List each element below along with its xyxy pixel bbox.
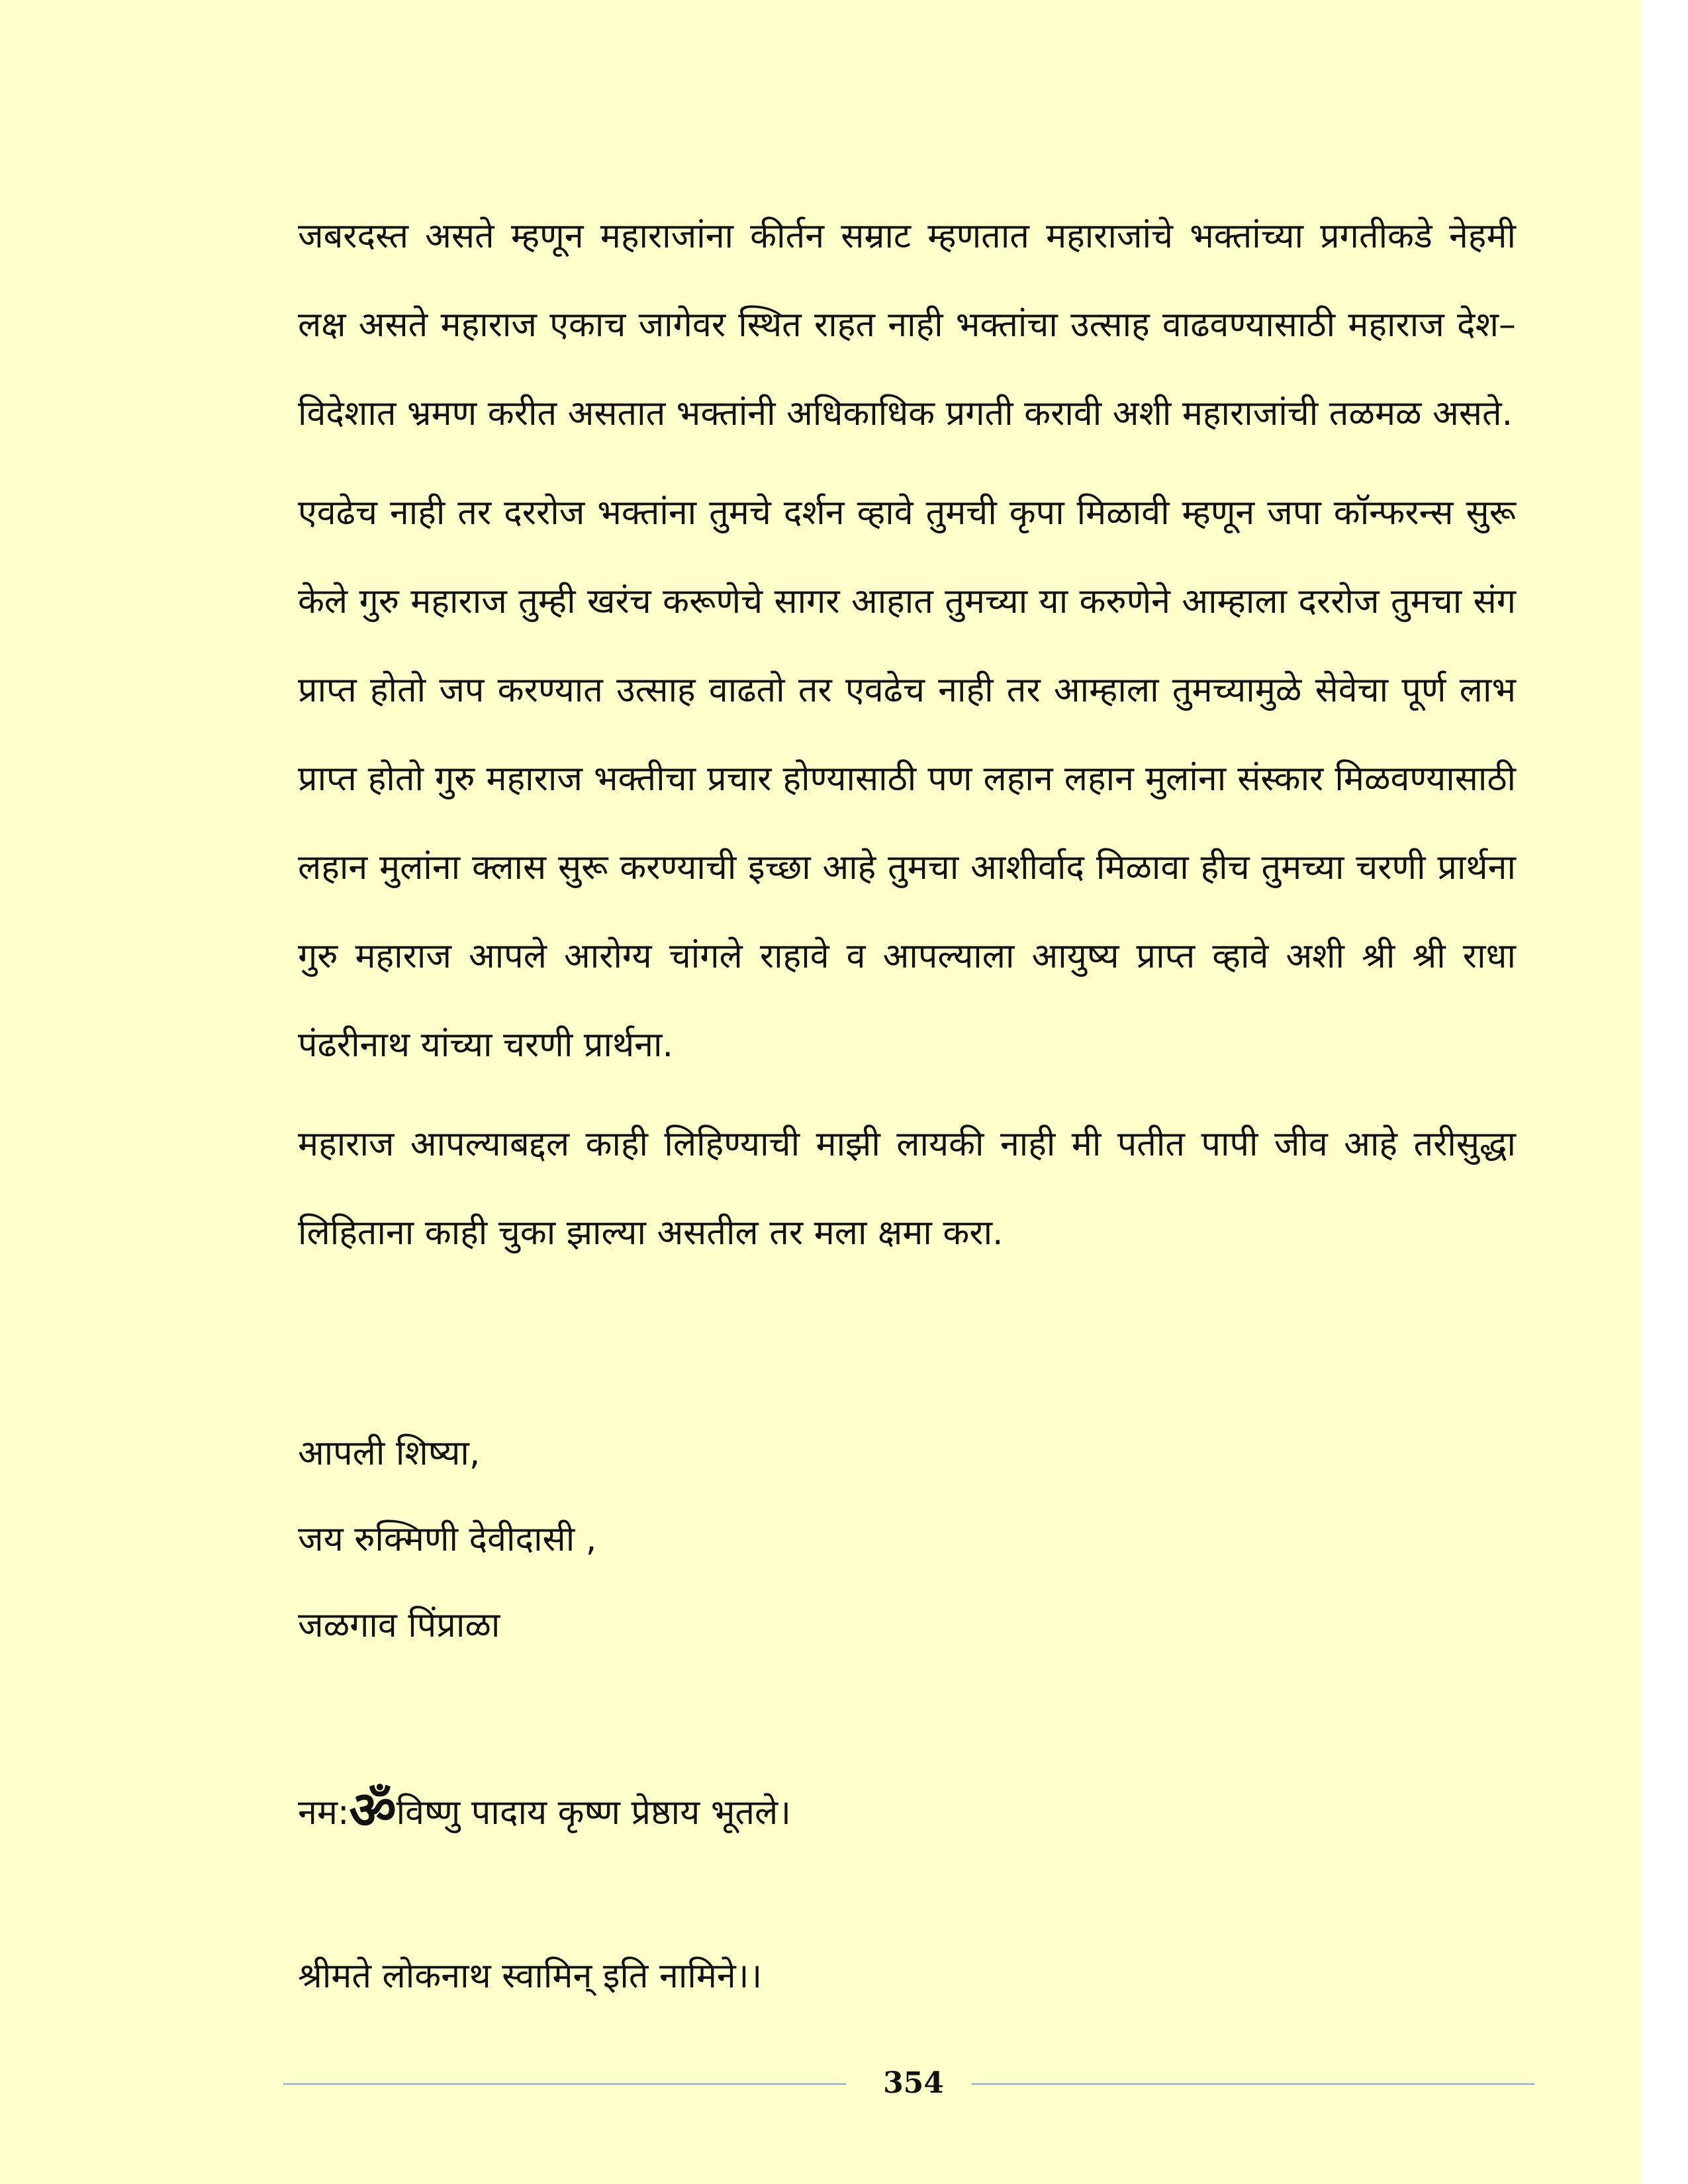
signature-place: जळगाव पिंप्राळा <box>298 1606 500 1645</box>
footer-rule-left <box>283 2083 846 2085</box>
footer-rule-right <box>972 2083 1534 2085</box>
signature-closing: आपली शिष्या, <box>298 1433 481 1473</box>
signature-name: जय रुक्मिणी देवीदासी , <box>298 1520 597 1559</box>
paragraph-2: एवढेच नाही तर दररोज भक्तांना तुमचे दर्शन व्हावे तुमची कृपा मिळावी म्हणून जपा कॉन्फरन्स सुरू केले गुरु महाराज तुम्ही खरंच करूणेचे सागर आहात तुमच्या या करुणेने आम्हाला दररोज तुमचा संग प्राप्त होतो जप करण्यात उत्साह वाढतो तर एवढेच नाही तर आम्हाला तुमच्यामुळे सेवेचा पूर्ण लाभ प्राप्त होतो गुरु महाराज भक्तीचा प्रचार होण्यासाठी पण लहान लहान मुलांना संस्कार मिळवण्यासाठी लहान मुलांना क्लास सुरू करण्याची इच्छा आहे तुमचा आशीर्वाद मिळावा हीच तुमच्या चरणी प्रार्थना गुरु महाराज आपले आरोग्य चांगले राहावे व आपल्याला आयुष्य प्राप्त व्हावे अशी श्री श्री राधा पंढरीनाथ यांच्या चरणी प्रार्थना. <box>298 493 1516 1065</box>
om-symbol: ॐ <box>349 1781 397 1841</box>
page-number: 354 <box>883 2066 944 2100</box>
prayer-line-1 <box>298 1781 791 1841</box>
prayer-line-1-text: विष्णु पादाय कृष्ण प्रेष्ठाय भूतले। <box>396 1793 791 1833</box>
body-text <box>298 192 1516 1277</box>
prayer-prefix: नम: <box>298 1793 350 1833</box>
prayer-line-2: श्रीमते लोकनाथ स्वामिन् इति नामिने।। <box>298 1956 763 1996</box>
paragraph-3: महाराज आपल्याबद्दल काही लिहिण्याची माझी लायकी नाही मी पतीत पापी जीव आहे तरीसुद्धा लिहिताना काही चुका झाल्या असतील तर मला क्षमा करा. <box>298 1124 1516 1253</box>
paragraph-1: जबरदस्त असते म्हणून महाराजांना कीर्तन सम्राट म्हणतात महाराजांचे भक्तांच्या प्रगतीकडे नेहमी लक्ष असते महाराज एकाच जागेवर स्थित राहत नाही भक्तांचा उत्साह वाढवण्यासाठी महाराज देश–विदेशात भ्रमण करीत असतात भक्तांनी अधिकाधिक प्रगती करावी अशी महाराजांची तळमळ असते. <box>298 216 1516 433</box>
